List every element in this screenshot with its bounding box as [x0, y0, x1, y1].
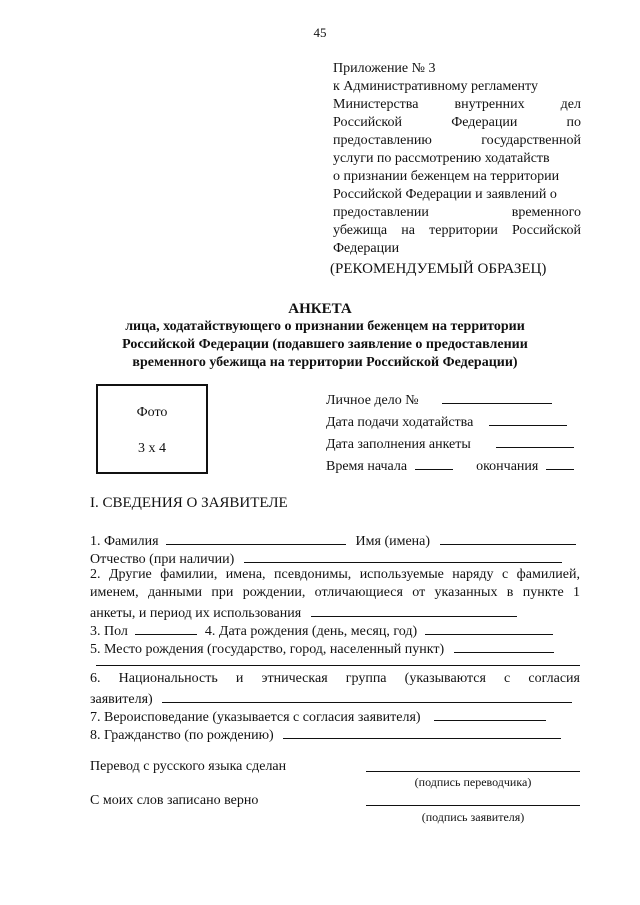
appendix-line: к Административному регламенту — [333, 79, 538, 94]
case-number-label: Личное дело № — [326, 393, 419, 408]
surname-label: 1. Фамилия — [90, 534, 159, 549]
appendix-line: убежища на территории Российской — [333, 223, 581, 238]
other-names-line: 2. Другие фамилии, имена, псевдонимы, используемые наряду с фамилией, — [90, 567, 580, 582]
appendix-line: предоставлению государственной — [333, 133, 581, 148]
appendix-line: Российской Федерации и заявлений о — [333, 187, 557, 202]
start-time-label: Время начала — [326, 459, 408, 474]
appendix-line: предоставлении временного — [333, 205, 581, 220]
end-time-field[interactable] — [546, 455, 574, 470]
sample-label: (РЕКОМЕНДУЕМЫЙ ОБРАЗЕЦ) — [330, 261, 547, 277]
form-subtitle-line: Российской Федерации (подавшего заявление о предоставлении — [122, 337, 528, 352]
applicant-signature-line[interactable] — [366, 804, 580, 806]
patronymic-field[interactable] — [244, 548, 562, 563]
translator-signature-caption: (подпись переводчика) — [414, 775, 532, 789]
appendix-line: о признании беженцем на территории — [333, 169, 560, 184]
form-subtitle-line: лица, ходатайствующего о признании беженцем на территории — [125, 319, 525, 334]
applicant-signature-caption: (подпись заявителя) — [421, 810, 525, 824]
submit-date-row — [326, 411, 567, 432]
fill-date-label: Дата заполнения анкеты — [326, 437, 471, 452]
appendix-line: Приложение № 3 — [333, 61, 436, 76]
name-field[interactable] — [440, 530, 576, 545]
citizenship-label: 8. Гражданство (по рождению) — [90, 728, 274, 743]
appendix-header — [333, 60, 581, 258]
other-names-line: именем, данными при рождении, отличающиеся от указанных в пункте 1 — [90, 585, 580, 600]
case-number-field[interactable] — [442, 389, 552, 404]
recorded-label: С моих слов записано верно — [90, 793, 259, 808]
submit-date-label: Дата подачи ходатайства — [326, 415, 474, 430]
appendix-line: Федерации — [333, 241, 400, 256]
sex-field[interactable] — [135, 620, 197, 635]
fill-date-field[interactable] — [496, 433, 574, 448]
translation-label: Перевод с русского языка сделан — [90, 759, 287, 774]
birth-date-field[interactable] — [425, 620, 553, 635]
citizenship-row — [90, 724, 580, 745]
end-time-label: окончания — [476, 459, 539, 474]
case-number-row — [326, 389, 552, 410]
start-time-field[interactable] — [415, 455, 453, 470]
nationality-label: заявителя) — [90, 692, 153, 707]
birth-place-label: 5. Место рождения (государство, город, населенный пункт) — [90, 642, 445, 657]
form-subtitle-line: временного убежища на территории Российской Федерации) — [132, 355, 518, 370]
section-title: I. СВЕДЕНИЯ О ЗАЯВИТЕЛЕ — [90, 495, 288, 511]
photo-label: Фото — [136, 405, 168, 420]
other-names-field[interactable] — [311, 602, 517, 617]
appendix-line: услуги по рассмотрению ходатайств — [333, 151, 550, 166]
page-number: 45 — [313, 25, 327, 40]
birth-date-label: 4. Дата рождения (день, месяц, год) — [204, 624, 418, 639]
form-subtitle — [80, 318, 570, 372]
name-label: Имя (имена) — [355, 534, 431, 549]
birth-place-field[interactable] — [454, 638, 554, 653]
form-title: АНКЕТА — [288, 301, 352, 317]
submit-date-field[interactable] — [489, 411, 567, 426]
time-row — [326, 455, 574, 476]
appendix-line: Российской Федерации по — [333, 115, 581, 130]
other-names-period-label: анкеты, и период их использования — [90, 606, 302, 621]
religion-field[interactable] — [434, 706, 546, 721]
appendix-line: Министерства внутренних дел — [333, 97, 581, 112]
translator-signature-line[interactable] — [366, 770, 580, 772]
patronymic-label: Отчество (при наличии) — [90, 552, 235, 567]
photo-box[interactable] — [96, 384, 208, 474]
religion-label: 7. Вероисповедание (указывается с согласия заявителя) — [90, 710, 421, 725]
photo-size-label: 3 х 4 — [138, 441, 166, 456]
fill-date-row — [326, 433, 574, 454]
nationality-line: 6. Национальность и этническая группа (указываются с согласия — [90, 671, 580, 686]
nationality-field[interactable] — [162, 688, 572, 703]
birth-place-continuation-line[interactable] — [96, 664, 580, 666]
birth-place-row — [90, 638, 580, 659]
sex-label: 3. Пол — [90, 624, 128, 639]
surname-field[interactable] — [166, 530, 346, 545]
citizenship-field[interactable] — [283, 724, 561, 739]
